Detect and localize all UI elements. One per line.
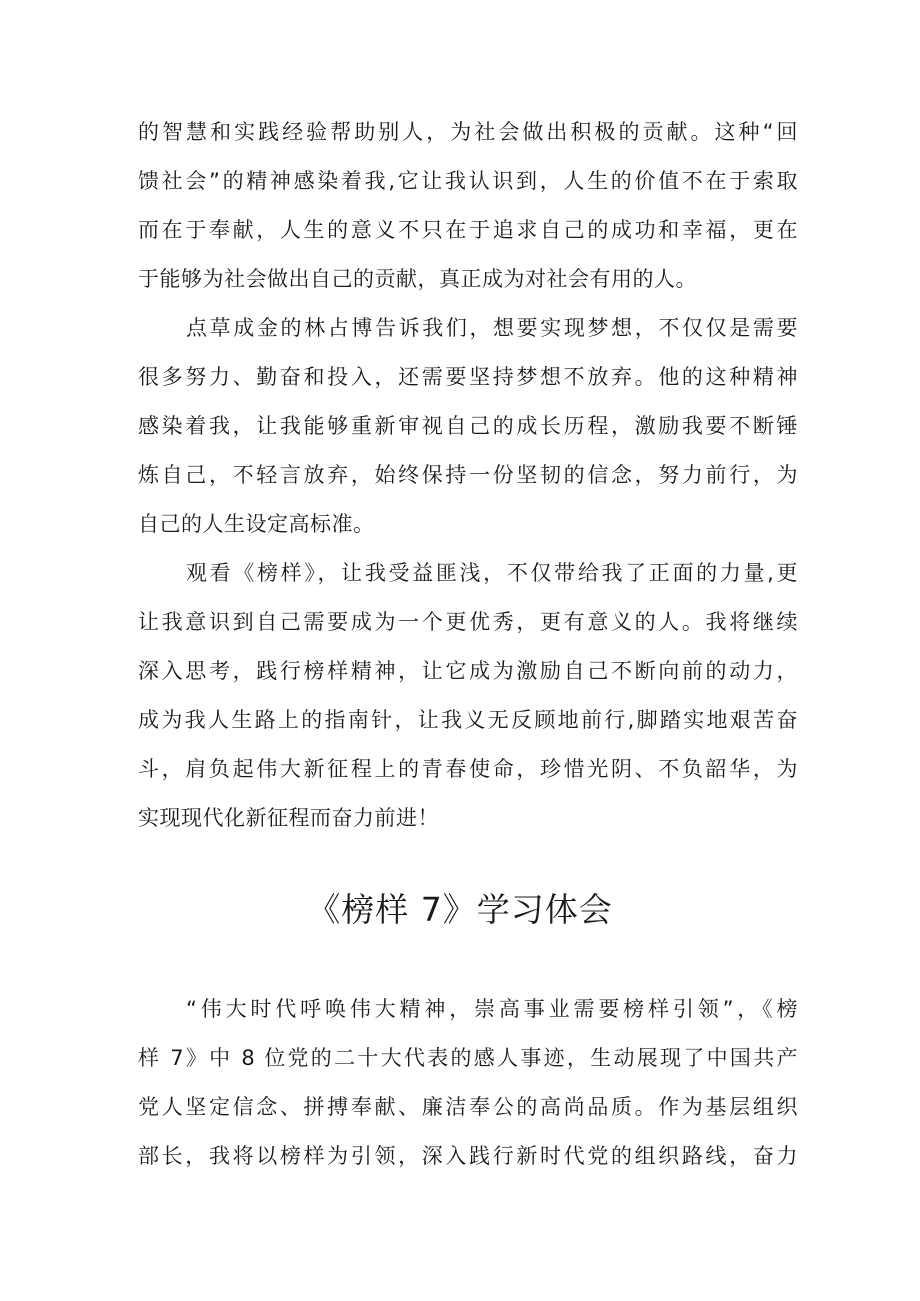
text-line: 炼自己，不轻言放弃，始终保持一份坚韧的信念，努力前行，为 — [138, 463, 798, 487]
text-line: “伟大时代呼唤伟大精神，崇高事业需要榜样引领”，《榜 — [186, 997, 798, 1021]
text-line: 样 7》中 8 位党的二十大代表的感人事迹，生动展现了中国共产 — [138, 1046, 798, 1070]
text-line: 而在于奉献，人生的意义不只在于追求自己的成功和幸福，更在 — [138, 218, 798, 242]
text-line: 成为我人生路上的指南针，让我义无反顾地前行,脚踏实地艰苦奋 — [138, 708, 798, 732]
text-line: 很多努力、勤奋和投入，还需要坚持梦想不放弃。他的这种精神 — [138, 365, 798, 389]
text-line: 实现现代化新征程而奋力前进！ — [138, 806, 439, 830]
text-line: 深入思考，践行榜样精神，让它成为激励自己不断向前的动力， — [138, 659, 798, 683]
text-line: 感染着我，让我能够重新审视自己的成长历程，激励我要不断锤 — [138, 414, 798, 438]
text-line: 观看《榜样》，让我受益匪浅，不仅带给我了正面的力量,更 — [186, 561, 798, 585]
text-line: 的智慧和实践经验帮助别人，为社会做出积极的贡献。这种“回 — [138, 120, 798, 144]
text-line: 斗，肩负起伟大新征程上的青春使命，珍惜光阴、不负韶华，为 — [138, 757, 798, 781]
section-title: 《榜样 7》学习体会 — [307, 890, 613, 929]
text-line: 自己的人生设定高标准。 — [138, 512, 375, 536]
text-line: 部长，我将以榜样为引领，深入践行新时代党的组织路线，奋力 — [138, 1144, 798, 1168]
text-line: 于能够为社会做出自己的贡献，真正成为对社会有用的人。 — [138, 267, 697, 291]
text-line: 点草成金的林占博告诉我们，想要实现梦想，不仅仅是需要 — [186, 316, 798, 340]
text-line: 馈社会”的精神感染着我,它让我认识到，人生的价值不在于索取 — [138, 169, 798, 193]
text-line: 党人坚定信念、拼搏奉献、廉洁奉公的高尚品质。作为基层组织 — [138, 1095, 798, 1119]
text-line: 让我意识到自己需要成为一个更优秀，更有意义的人。我将继续 — [138, 610, 798, 634]
